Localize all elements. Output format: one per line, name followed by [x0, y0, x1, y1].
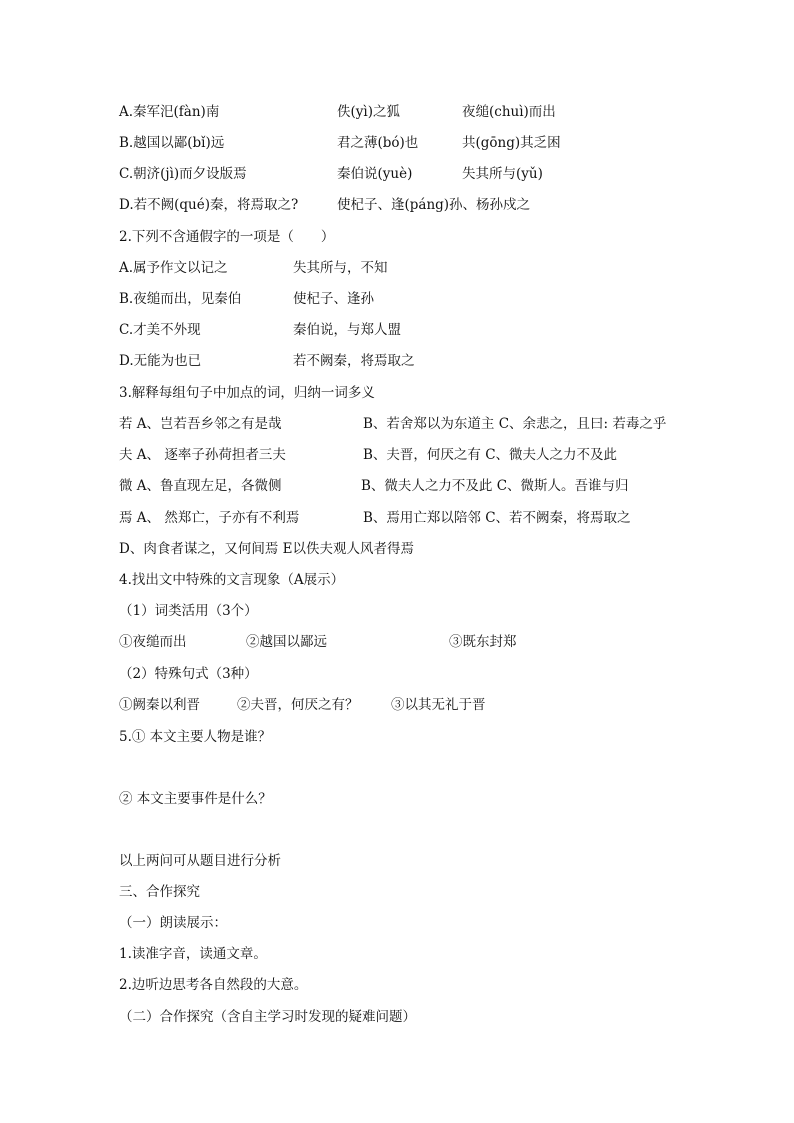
line-segment: 共(gōng)其乏困 — [462, 135, 561, 151]
line-segment: C.朝济(jì)而夕设版焉 — [119, 166, 247, 182]
line-segment: B、夫晋，何厌之有 C、微夫人之力不及此 — [363, 447, 618, 463]
document-line: 4.找出文中特殊的文言现象（A展示） — [119, 572, 345, 588]
line-segment: 夜缒(chuì)而出 — [462, 104, 556, 120]
document-line: 2.下列不含通假字的一项是（ ） — [119, 229, 335, 245]
line-segment: A.秦军汜(fàn)南 — [119, 104, 220, 120]
line-segment: C.才美不外现 — [119, 322, 201, 338]
line-segment: ②夫晋，何厌之有？ — [237, 697, 359, 713]
line-segment: ①阙秦以利晋 — [119, 697, 200, 713]
line-segment: 失其所与，不知 — [293, 260, 388, 276]
line-segment: ②越国以鄙远 — [246, 634, 327, 650]
line-segment: B.越国以鄙(bǐ)远 — [119, 135, 225, 151]
line-segment: 若不阙秦，将焉取之 — [293, 353, 415, 369]
document-line: 以上两问可从题目进行分析 — [119, 853, 281, 869]
line-segment: D.无能为也已 — [119, 353, 202, 369]
line-segment: B.夜缒而出，见秦伯 — [119, 291, 242, 307]
document-line: ② 本文主要事件是什么？ — [119, 791, 272, 807]
line-segment: 若 A、岂若吾乡邻之有是哉 — [119, 416, 282, 432]
line-segment: 微 A、鲁直现左足，各微侧 — [119, 478, 282, 494]
line-segment: 失其所与(yǔ) — [462, 166, 543, 182]
line-segment: ③以其无礼于晋 — [391, 697, 486, 713]
line-segment: B、若舍郑以为东道主 C、余悲之，且曰: 若毒之乎 — [363, 416, 667, 432]
document-line: （二）合作探究（含自主学习时发现的疑难问题） — [119, 1009, 416, 1025]
line-segment: B、焉用亡郑以陪邻 C、若不阙秦，将焉取之 — [363, 510, 631, 526]
line-segment: 秦伯说(yuè) — [337, 166, 413, 182]
line-segment: ①夜缒而出 — [119, 634, 187, 650]
document-line: 1.读准字音，读通文章。 — [119, 946, 267, 962]
line-segment: 使杞子、逢(páng)孙、杨孙戍之 — [337, 197, 531, 213]
line-segment: 夫 A、 逐率子孙荷担者三夫 — [119, 447, 286, 463]
document-line: （2）特殊句式（3种） — [119, 666, 258, 682]
document-line: 3.解释每组句子中加点的词，归纳一词多义 — [119, 385, 375, 401]
line-segment: B、微夫人之力不及此 C、微斯人。吾谁与归 — [361, 478, 629, 494]
line-segment: 使杞子、逢孙 — [293, 291, 374, 307]
document-line: （1）词类活用（3个） — [119, 603, 258, 619]
document-line: （一）朗读展示： — [119, 915, 227, 931]
document-line: 三、合作探究 — [119, 884, 200, 900]
document-line: D、肉食者谋之，又何间焉 E以佚夫观人风者得焉 — [119, 541, 414, 557]
line-segment: 焉 A、 然郑亡，子亦有不利焉 — [119, 510, 300, 526]
document-line: 2.边听边思考各自然段的大意。 — [119, 977, 308, 993]
line-segment: 君之薄(bó)也 — [337, 135, 419, 151]
line-segment: 佚(yì)之狐 — [337, 104, 400, 120]
line-segment: ③既东封郑 — [449, 634, 517, 650]
document-line: 5.① 本文主要人物是谁？ — [119, 729, 272, 745]
line-segment: A.属予作文以记之 — [119, 260, 228, 276]
line-segment: 秦伯说，与郑人盟 — [293, 322, 401, 338]
line-segment: D.若不阙(qué)秦，将焉取之? — [119, 197, 299, 213]
